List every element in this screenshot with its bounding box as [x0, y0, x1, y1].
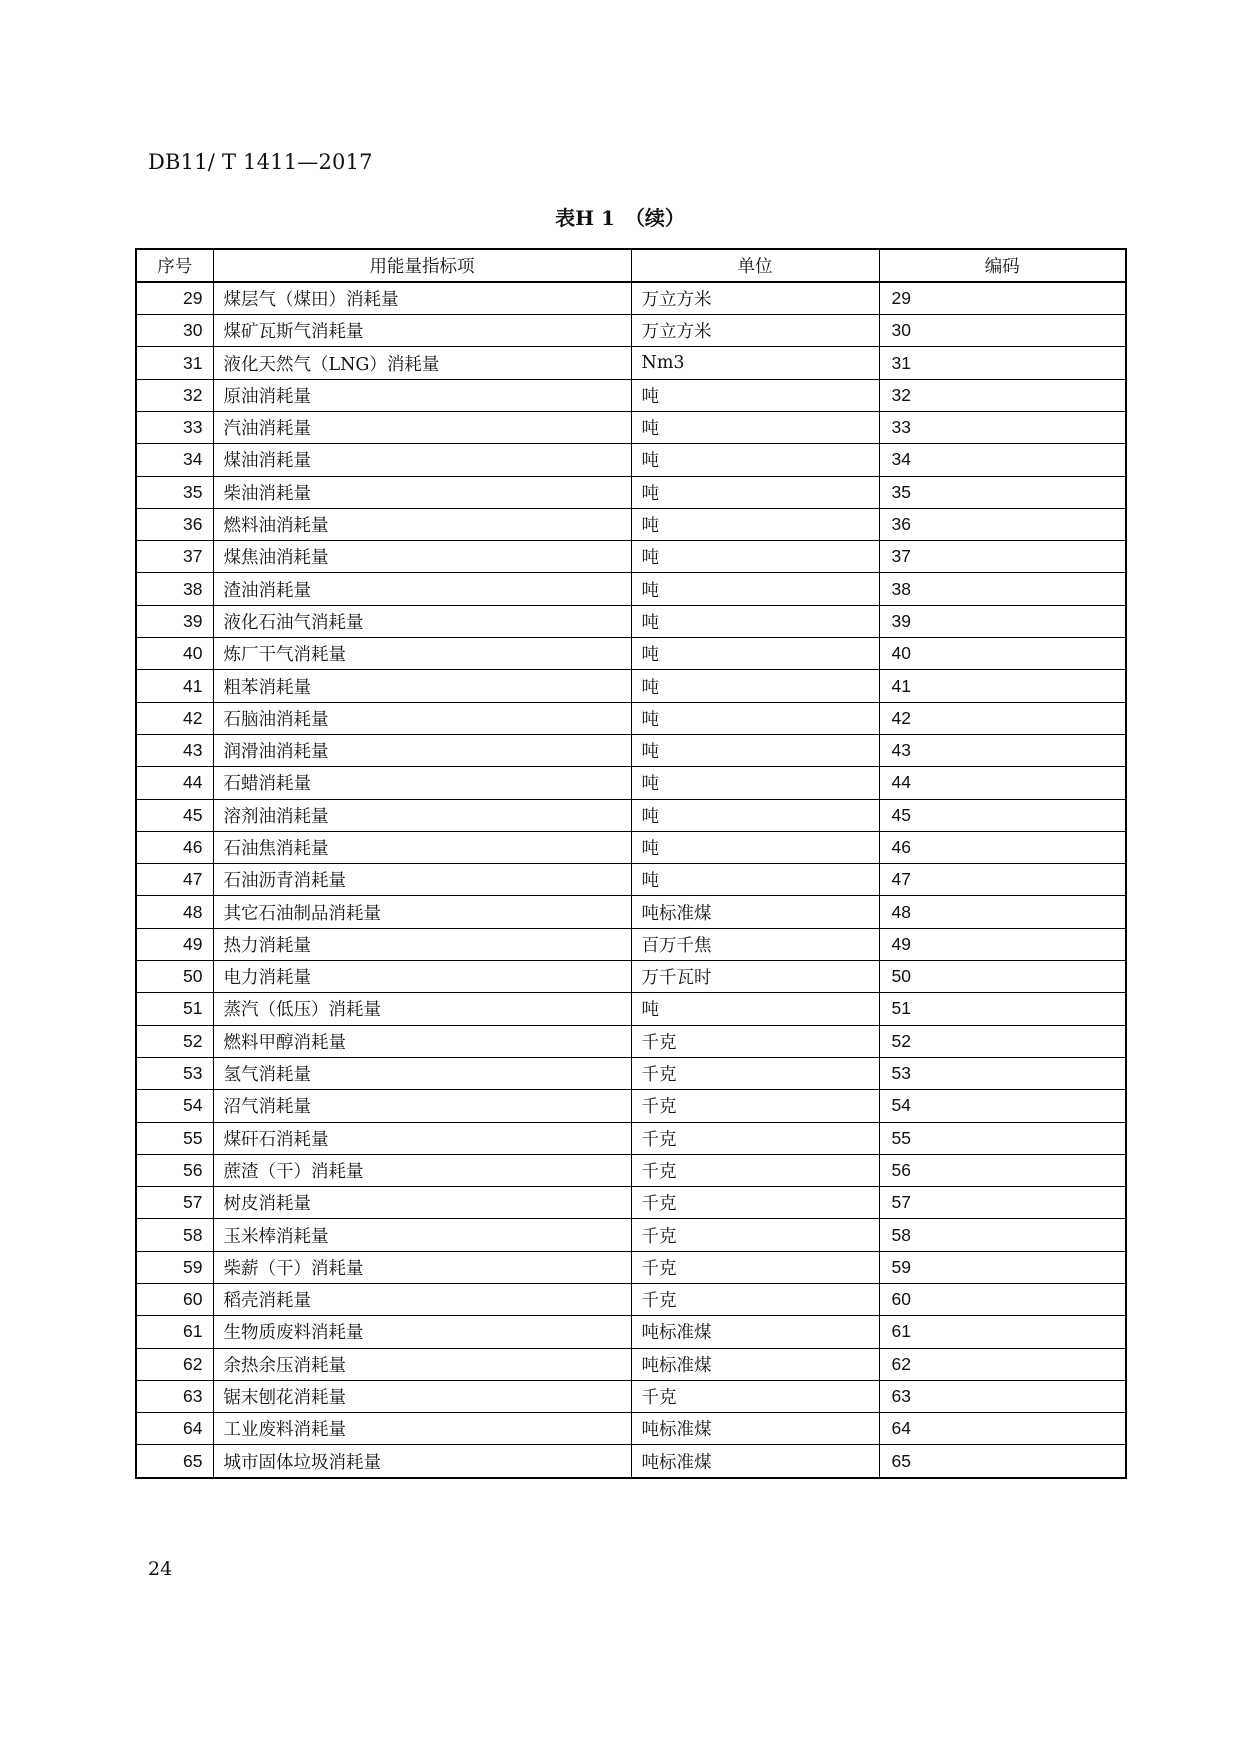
indicator-code-cell: 56 [879, 1154, 1125, 1186]
indicator-name-cell: 液化天然气（LNG）消耗量 [213, 347, 631, 379]
indicator-name-cell: 石油焦消耗量 [213, 831, 631, 863]
table-row [137, 1380, 1125, 1412]
unit-cell: 万千瓦时 [631, 961, 879, 993]
indicator-name-cell: 渣油消耗量 [213, 573, 631, 605]
table-row [137, 1025, 1125, 1057]
table-row [137, 379, 1125, 411]
column-header-indicator: 用能量指标项 [213, 250, 631, 282]
indicator-name-cell: 蒸汽（低压）消耗量 [213, 993, 631, 1025]
unit-cell: 吨 [631, 734, 879, 766]
table-row [137, 1122, 1125, 1154]
table-row [137, 541, 1125, 573]
table-row [137, 476, 1125, 508]
table-row [137, 767, 1125, 799]
indicator-name-cell: 煤矿瓦斯气消耗量 [213, 315, 631, 347]
table-row [137, 928, 1125, 960]
indicator-code-cell: 62 [879, 1348, 1125, 1380]
table-row [137, 282, 1125, 314]
row-number-cell: 41 [137, 670, 213, 702]
unit-cell: 吨 [631, 541, 879, 573]
row-number-cell: 51 [137, 993, 213, 1025]
indicator-name-cell: 柴油消耗量 [213, 476, 631, 508]
indicator-name-cell: 电力消耗量 [213, 961, 631, 993]
row-number-cell: 47 [137, 864, 213, 896]
indicator-code-cell: 35 [879, 476, 1125, 508]
column-header-unit: 单位 [631, 250, 879, 282]
indicator-name-cell: 城市固体垃圾消耗量 [213, 1445, 631, 1477]
table-row [137, 799, 1125, 831]
indicator-code-cell: 38 [879, 573, 1125, 605]
indicator-code-cell: 59 [879, 1251, 1125, 1283]
table-row [137, 1251, 1125, 1283]
indicator-name-cell: 其它石油制品消耗量 [213, 896, 631, 928]
indicator-name-cell: 润滑油消耗量 [213, 734, 631, 766]
indicator-name-cell: 溶剂油消耗量 [213, 799, 631, 831]
table-row [137, 702, 1125, 734]
table-row [137, 1219, 1125, 1251]
unit-cell: 吨 [631, 864, 879, 896]
indicator-name-cell: 液化石油气消耗量 [213, 605, 631, 637]
row-number-cell: 44 [137, 767, 213, 799]
row-number-cell: 53 [137, 1057, 213, 1089]
unit-cell: 吨 [631, 605, 879, 637]
unit-cell: 吨 [631, 993, 879, 1025]
indicator-code-cell: 46 [879, 831, 1125, 863]
table-row [137, 1090, 1125, 1122]
row-number-cell: 39 [137, 605, 213, 637]
row-number-cell: 64 [137, 1413, 213, 1445]
energy-indicator-table [135, 248, 1127, 1479]
indicator-name-cell: 炼厂干气消耗量 [213, 638, 631, 670]
indicator-name-cell: 燃料甲醇消耗量 [213, 1025, 631, 1057]
table-row [137, 1154, 1125, 1186]
indicator-name-cell: 余热余压消耗量 [213, 1348, 631, 1380]
indicator-code-cell: 50 [879, 961, 1125, 993]
row-number-cell: 56 [137, 1154, 213, 1186]
table-row [137, 411, 1125, 443]
unit-cell: 吨标准煤 [631, 1316, 879, 1348]
unit-cell: 千克 [631, 1284, 879, 1316]
unit-cell: 吨 [631, 831, 879, 863]
row-number-cell: 61 [137, 1316, 213, 1348]
indicator-code-cell: 51 [879, 993, 1125, 1025]
table-row [137, 508, 1125, 540]
table-row [137, 896, 1125, 928]
indicator-name-cell: 煤焦油消耗量 [213, 541, 631, 573]
row-number-cell: 45 [137, 799, 213, 831]
unit-cell: 吨标准煤 [631, 1348, 879, 1380]
unit-cell: 吨 [631, 379, 879, 411]
unit-cell: 吨标准煤 [631, 896, 879, 928]
unit-cell: 吨标准煤 [631, 1445, 879, 1477]
table-row [137, 573, 1125, 605]
table-row [137, 831, 1125, 863]
column-header-code: 编码 [879, 250, 1125, 282]
row-number-cell: 30 [137, 315, 213, 347]
indicator-code-cell: 44 [879, 767, 1125, 799]
row-number-cell: 54 [137, 1090, 213, 1122]
unit-cell: 千克 [631, 1025, 879, 1057]
indicator-name-cell: 玉米棒消耗量 [213, 1219, 631, 1251]
indicator-code-cell: 47 [879, 864, 1125, 896]
indicator-code-cell: 60 [879, 1284, 1125, 1316]
row-number-cell: 65 [137, 1445, 213, 1477]
indicator-code-cell: 31 [879, 347, 1125, 379]
indicator-name-cell: 工业废料消耗量 [213, 1413, 631, 1445]
table-row [137, 1187, 1125, 1219]
unit-cell: 千克 [631, 1090, 879, 1122]
table-row [137, 347, 1125, 379]
row-number-cell: 46 [137, 831, 213, 863]
indicator-name-cell: 锯末刨花消耗量 [213, 1380, 631, 1412]
unit-cell: 吨 [631, 411, 879, 443]
indicator-name-cell: 煤层气（煤田）消耗量 [213, 282, 631, 314]
row-number-cell: 52 [137, 1025, 213, 1057]
indicator-code-cell: 39 [879, 605, 1125, 637]
indicator-name-cell: 煤矸石消耗量 [213, 1122, 631, 1154]
row-number-cell: 34 [137, 444, 213, 476]
column-header-no: 序号 [137, 250, 213, 282]
unit-cell: 千克 [631, 1154, 879, 1186]
indicator-code-cell: 30 [879, 315, 1125, 347]
indicator-code-cell: 49 [879, 928, 1125, 960]
row-number-cell: 49 [137, 928, 213, 960]
unit-cell: 千克 [631, 1251, 879, 1283]
unit-cell: 万立方米 [631, 282, 879, 314]
indicator-code-cell: 57 [879, 1187, 1125, 1219]
row-number-cell: 43 [137, 734, 213, 766]
unit-cell: 吨 [631, 767, 879, 799]
indicator-code-cell: 40 [879, 638, 1125, 670]
table-row [137, 1413, 1125, 1445]
table-header-row [137, 250, 1125, 282]
row-number-cell: 58 [137, 1219, 213, 1251]
row-number-cell: 55 [137, 1122, 213, 1154]
indicator-code-cell: 43 [879, 734, 1125, 766]
indicator-name-cell: 汽油消耗量 [213, 411, 631, 443]
unit-cell: 百万千焦 [631, 928, 879, 960]
indicator-name-cell: 蔗渣（干）消耗量 [213, 1154, 631, 1186]
indicator-code-cell: 63 [879, 1380, 1125, 1412]
indicator-code-cell: 64 [879, 1413, 1125, 1445]
indicator-code-cell: 53 [879, 1057, 1125, 1089]
table-row [137, 993, 1125, 1025]
row-number-cell: 31 [137, 347, 213, 379]
indicator-name-cell: 原油消耗量 [213, 379, 631, 411]
indicator-code-cell: 65 [879, 1445, 1125, 1477]
indicator-code-cell: 55 [879, 1122, 1125, 1154]
indicator-code-cell: 32 [879, 379, 1125, 411]
indicator-name-cell: 燃料油消耗量 [213, 508, 631, 540]
row-number-cell: 32 [137, 379, 213, 411]
unit-cell: 千克 [631, 1187, 879, 1219]
unit-cell: 吨 [631, 476, 879, 508]
unit-cell: 千克 [631, 1057, 879, 1089]
indicator-name-cell: 煤油消耗量 [213, 444, 631, 476]
indicator-code-cell: 36 [879, 508, 1125, 540]
unit-cell: 千克 [631, 1122, 879, 1154]
indicator-code-cell: 58 [879, 1219, 1125, 1251]
table-body [137, 282, 1125, 1477]
table-row [137, 1057, 1125, 1089]
indicator-code-cell: 54 [879, 1090, 1125, 1122]
table-row [137, 734, 1125, 766]
row-number-cell: 37 [137, 541, 213, 573]
indicator-name-cell: 氢气消耗量 [213, 1057, 631, 1089]
row-number-cell: 57 [137, 1187, 213, 1219]
row-number-cell: 29 [137, 282, 213, 314]
indicator-name-cell: 粗苯消耗量 [213, 670, 631, 702]
table-row [137, 605, 1125, 637]
table-row [137, 315, 1125, 347]
table-row [137, 638, 1125, 670]
unit-cell: 吨标准煤 [631, 1413, 879, 1445]
table-row [137, 444, 1125, 476]
unit-cell: 吨 [631, 638, 879, 670]
indicator-code-cell: 34 [879, 444, 1125, 476]
unit-cell: 千克 [631, 1219, 879, 1251]
document-code: DB11/ T 1411—2017 [148, 150, 373, 174]
indicator-name-cell: 生物质废料消耗量 [213, 1316, 631, 1348]
indicator-code-cell: 33 [879, 411, 1125, 443]
table-row [137, 1284, 1125, 1316]
indicator-code-cell: 42 [879, 702, 1125, 734]
table-row [137, 1348, 1125, 1380]
indicator-name-cell: 石脑油消耗量 [213, 702, 631, 734]
indicator-code-cell: 52 [879, 1025, 1125, 1057]
unit-cell: 吨 [631, 702, 879, 734]
indicator-name-cell: 稻壳消耗量 [213, 1284, 631, 1316]
row-number-cell: 48 [137, 896, 213, 928]
unit-cell: 万立方米 [631, 315, 879, 347]
indicator-name-cell: 沼气消耗量 [213, 1090, 631, 1122]
indicator-code-cell: 37 [879, 541, 1125, 573]
indicator-name-cell: 柴薪（干）消耗量 [213, 1251, 631, 1283]
table-row [137, 1316, 1125, 1348]
row-number-cell: 59 [137, 1251, 213, 1283]
row-number-cell: 50 [137, 961, 213, 993]
unit-cell: 吨 [631, 508, 879, 540]
unit-cell: 吨 [631, 670, 879, 702]
indicator-code-cell: 41 [879, 670, 1125, 702]
indicator-code-cell: 61 [879, 1316, 1125, 1348]
indicator-name-cell: 树皮消耗量 [213, 1187, 631, 1219]
table-row [137, 1445, 1125, 1477]
unit-cell: 吨 [631, 573, 879, 605]
row-number-cell: 42 [137, 702, 213, 734]
row-number-cell: 40 [137, 638, 213, 670]
table-caption: 表H 1 （续） [555, 206, 685, 230]
unit-cell: Nm3 [631, 347, 879, 379]
table-row [137, 961, 1125, 993]
unit-cell: 吨 [631, 799, 879, 831]
row-number-cell: 33 [137, 411, 213, 443]
row-number-cell: 38 [137, 573, 213, 605]
indicator-code-cell: 29 [879, 282, 1125, 314]
table-row [137, 864, 1125, 896]
row-number-cell: 35 [137, 476, 213, 508]
page-number: 24 [148, 1558, 173, 1580]
row-number-cell: 63 [137, 1380, 213, 1412]
unit-cell: 吨 [631, 444, 879, 476]
indicator-code-cell: 45 [879, 799, 1125, 831]
row-number-cell: 62 [137, 1348, 213, 1380]
row-number-cell: 60 [137, 1284, 213, 1316]
table-row [137, 670, 1125, 702]
unit-cell: 千克 [631, 1380, 879, 1412]
indicator-name-cell: 石蜡消耗量 [213, 767, 631, 799]
row-number-cell: 36 [137, 508, 213, 540]
indicator-name-cell: 石油沥青消耗量 [213, 864, 631, 896]
indicator-code-cell: 48 [879, 896, 1125, 928]
indicator-name-cell: 热力消耗量 [213, 928, 631, 960]
